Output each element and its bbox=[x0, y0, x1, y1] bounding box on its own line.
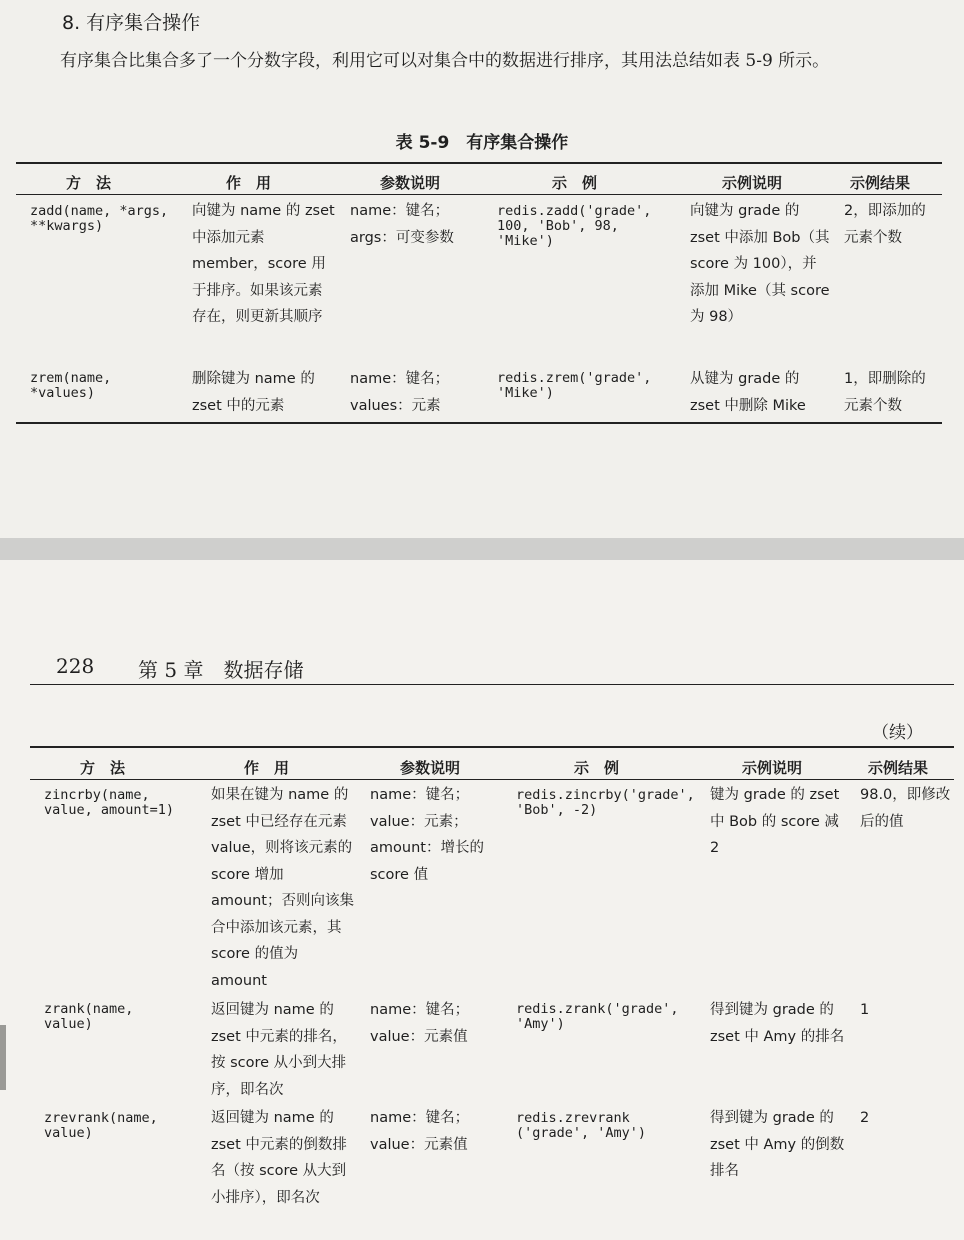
header-purpose: 作 用 bbox=[226, 174, 272, 192]
table-row-example-desc: 向键为 grade 的 zset 中添加 Bob（其 score 为 100），并添加 Mike（其 score 为 98） bbox=[690, 203, 830, 325]
table-row-purpose: 向键为 name 的 zset 中添加元素 member，score 用于排序。如果该元素存在，则更新其顺序 bbox=[192, 203, 335, 325]
table-top-rule bbox=[30, 746, 954, 748]
table-row-example: redis.zrevrank ('grade', 'Amy') bbox=[516, 1110, 647, 1141]
header-example-desc: 示例说明 bbox=[722, 174, 783, 192]
table-row-method: zrem(name, *values) bbox=[30, 370, 112, 401]
table-row-purpose: 删除键为 name 的 zset 中的元素 bbox=[192, 371, 315, 414]
table-row-result: 1 bbox=[860, 1002, 870, 1018]
header-params: 参数说明 bbox=[400, 759, 461, 777]
table-row-example-desc: 从键为 grade 的 zset 中删除 Mike bbox=[690, 371, 806, 414]
continued-label: （续） bbox=[872, 723, 923, 743]
table-row-method: zadd(name, *args, **kwargs) bbox=[30, 203, 169, 234]
section-title: 8. 有序集合操作 bbox=[62, 12, 201, 34]
table-row-result: 1，即删除的元素个数 bbox=[844, 371, 926, 414]
header-example-desc: 示例说明 bbox=[742, 759, 803, 777]
header-result: 示例结果 bbox=[850, 174, 911, 192]
header-params: 参数说明 bbox=[380, 174, 441, 192]
page-edge-mark bbox=[0, 1025, 6, 1090]
table-row-method: zrank(name, value) bbox=[44, 1001, 134, 1032]
header-example: 示 例 bbox=[574, 759, 620, 777]
table-row-result: 98.0，即修改后的值 bbox=[860, 787, 951, 830]
table-row-params: name：键名；value：元素值 bbox=[370, 1002, 470, 1045]
table-caption: 表 5-9 有序集合操作 bbox=[395, 133, 569, 153]
page-bottom bbox=[0, 560, 964, 1240]
table-row-purpose: 返回键为 name 的 zset 中元素的排名，按 score 从小到大排序，即名次 bbox=[211, 1002, 347, 1098]
table-header-rule bbox=[16, 194, 942, 195]
table-row-result: 2 bbox=[860, 1110, 870, 1126]
table-row-example: redis.zrank('grade', 'Amy') bbox=[516, 1001, 679, 1032]
header-example: 示 例 bbox=[552, 174, 598, 192]
table-row-example: redis.zrem('grade', 'Mike') bbox=[497, 370, 652, 401]
page-top bbox=[0, 0, 964, 538]
table-row-result: 2，即添加的元素个数 bbox=[844, 203, 926, 246]
table-row-example: redis.zincrby('grade', 'Bob', -2) bbox=[516, 787, 695, 818]
table-row-method: zincrby(name, value, amount=1) bbox=[44, 787, 175, 818]
chapter-title: 第 5 章 数据存储 bbox=[138, 658, 304, 682]
table-row-params: name：键名；value：元素值 bbox=[370, 1110, 470, 1153]
table-row-params: name：键名；values：元素 bbox=[350, 371, 450, 414]
header-method: 方 法 bbox=[66, 174, 112, 192]
header-purpose: 作 用 bbox=[244, 759, 290, 777]
header-result: 示例结果 bbox=[868, 759, 929, 777]
table-row-example-desc: 得到键为 grade 的 zset 中 Amy 的倒数排名 bbox=[710, 1110, 845, 1179]
table-row-example: redis.zadd('grade', 100, 'Bob', 98, 'Mike') bbox=[497, 203, 652, 249]
table-row-purpose: 返回键为 name 的 zset 中元素的倒数排名（按 score 从大到小排序），即名次 bbox=[211, 1110, 347, 1206]
header-method: 方 法 bbox=[80, 759, 126, 777]
table-row-example-desc: 键为 grade 的 zset 中 Bob 的 score 减 2 bbox=[710, 787, 840, 856]
table-bottom-rule bbox=[16, 422, 942, 424]
table-row-method: zrevrank(name, value) bbox=[44, 1110, 158, 1141]
table-header-rule bbox=[30, 779, 954, 780]
page-number: 228 bbox=[56, 654, 95, 678]
running-head-rule bbox=[30, 684, 954, 685]
table-top-rule bbox=[16, 162, 942, 164]
table-row-purpose: 如果在键为 name 的 zset 中已经存在元素 value，则将该元素的 score 增加 amount；否则向该集合中添加该元素，其 score 的值为 amount bbox=[211, 787, 354, 989]
table-row-params: name：键名；args：可变参数 bbox=[350, 203, 454, 246]
intro-paragraph: 有序集合比集合多了一个分数字段，利用它可以对集合中的数据进行排序，其用法总结如表 5-9 所示。 bbox=[60, 51, 830, 71]
table-row-params: name：键名；value：元素；amount：增长的 score 值 bbox=[370, 787, 484, 883]
table-row-example-desc: 得到键为 grade 的 zset 中 Amy 的排名 bbox=[710, 1002, 845, 1045]
